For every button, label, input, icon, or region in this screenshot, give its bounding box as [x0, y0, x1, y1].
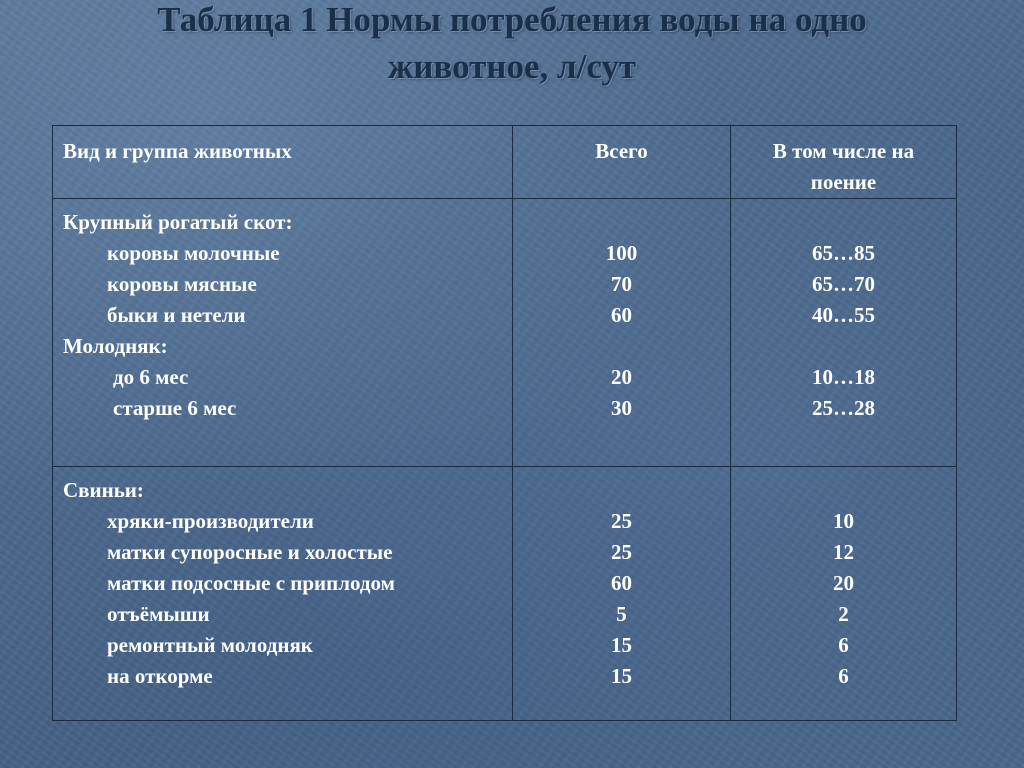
total-value: 70: [611, 272, 632, 296]
drinking-value: 40…55: [812, 303, 875, 327]
drinking-value: 65…70: [812, 272, 875, 296]
title-line-2: животное, л/сут: [387, 47, 637, 86]
header-animal-group: Вид и группа животных: [53, 126, 513, 199]
title-line-1: Таблица 1 Нормы потребления воды на одно: [157, 0, 867, 39]
group-label-cattle: Крупный рогатый скот:: [63, 210, 293, 234]
drinking-value: 10…18: [812, 365, 875, 389]
cattle-names-cell: [53, 199, 513, 467]
row-name: на откорме: [107, 664, 213, 688]
row-name: отъёмыши: [107, 602, 210, 626]
row-name: хряки-производители: [107, 509, 314, 533]
row-name: коровы молочные: [107, 241, 280, 265]
total-value: 25: [611, 509, 632, 533]
row-name: матки подсосные с приплодом: [107, 571, 395, 595]
table-row: [53, 467, 957, 721]
drinking-value: 6: [838, 633, 849, 657]
row-name: старше 6 мес: [113, 396, 237, 420]
table-row: [53, 199, 957, 467]
total-value: 60: [611, 571, 632, 595]
group-label-pigs: Свиньи:: [63, 478, 144, 502]
header-drinking: В том числе на поение: [731, 126, 957, 199]
drinking-value: 10: [833, 509, 854, 533]
total-value: 15: [611, 664, 632, 688]
total-value: 30: [611, 396, 632, 420]
pigs-total-cell: [513, 467, 731, 721]
row-name: коровы мясные: [107, 272, 257, 296]
row-name: до 6 мес: [113, 365, 189, 389]
spacer: [731, 331, 956, 362]
total-value: 20: [611, 365, 632, 389]
drinking-value: 25…28: [812, 396, 875, 420]
drinking-value: 65…85: [812, 241, 875, 265]
header-total: Всего: [513, 126, 731, 199]
row-name: матки супоросные и холостые: [107, 540, 393, 564]
drinking-value: 12: [833, 540, 854, 564]
water-norms-table: [52, 125, 957, 721]
table-header-row: [53, 126, 957, 199]
drinking-value: 20: [833, 571, 854, 595]
total-value: 25: [611, 540, 632, 564]
total-value: 100: [605, 241, 638, 265]
subgroup-label-young: Молодняк:: [63, 334, 168, 358]
total-value: 5: [616, 602, 627, 626]
pigs-names-cell: [53, 467, 513, 721]
spacer: [513, 331, 730, 362]
row-name: быки и нетели: [107, 303, 246, 327]
total-value: 60: [611, 303, 632, 327]
pigs-drinking-cell: [731, 467, 957, 721]
slide-title: [0, 0, 1024, 90]
drinking-value: 6: [838, 664, 849, 688]
drinking-value: 2: [838, 602, 849, 626]
row-name: ремонтный молодняк: [107, 633, 313, 657]
total-value: 15: [611, 633, 632, 657]
cattle-drinking-cell: [731, 199, 957, 467]
cattle-total-cell: [513, 199, 731, 467]
